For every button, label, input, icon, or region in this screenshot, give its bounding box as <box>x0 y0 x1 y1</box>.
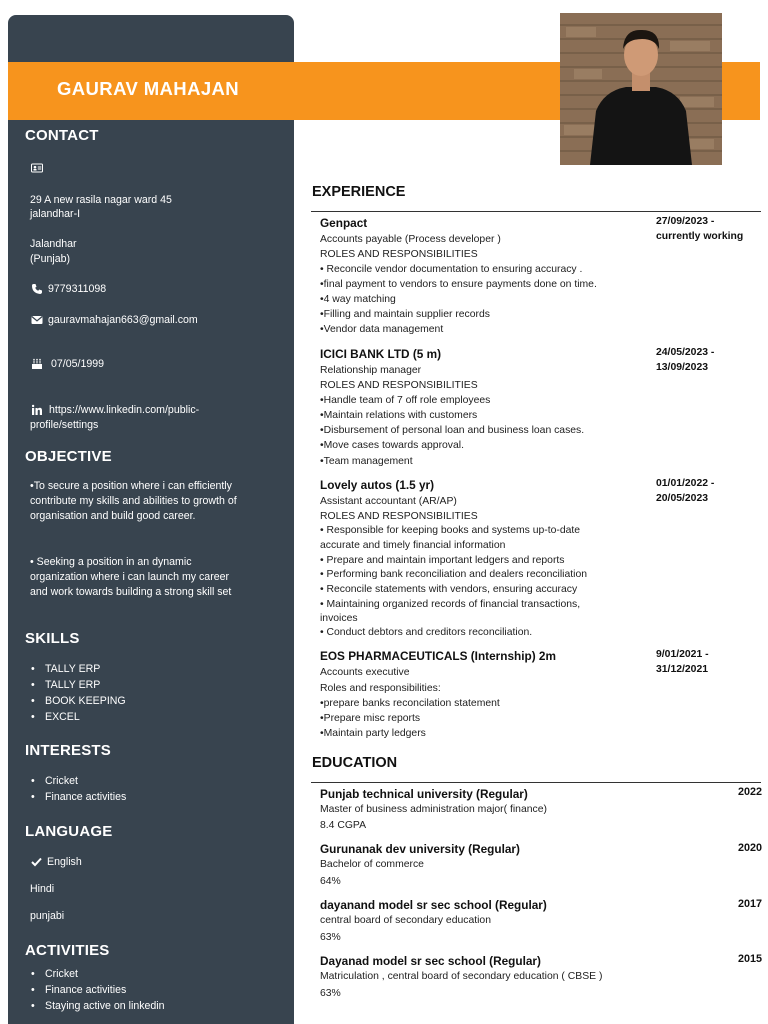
activity-item: • Finance activities <box>45 982 126 998</box>
education-detail: Matriculation , central board of secondary education ( CBSE ) <box>320 971 603 982</box>
job-detail-line: • Reconcile statements with vendors, ensuring accuracy <box>320 584 578 595</box>
experience-divider <box>311 211 761 212</box>
job-company: ICICI BANK LTD (5 m) <box>320 347 442 361</box>
job-detail-line: Relationship manager <box>320 365 422 376</box>
job-detail-line: ROLES AND RESPONSIBILITIES <box>320 249 478 260</box>
language-heading: LANGUAGE <box>25 823 113 840</box>
job-detail-line: Accounts executive <box>320 667 410 678</box>
email-address[interactable]: gauravmahajan663@gmail.com <box>48 314 198 326</box>
objective-heading: OBJECTIVE <box>25 448 112 465</box>
job-date-start: 24/05/2023 - <box>656 347 715 358</box>
education-year: 2015 <box>737 953 762 965</box>
job-detail-line: •Maintain relations with customers <box>320 410 478 421</box>
job-detail-line: •Move cases towards approval. <box>320 440 464 451</box>
job-detail-line: •prepare banks reconcilation statement <box>320 698 500 709</box>
job-detail-line: invoices <box>320 613 358 624</box>
language-item: Hindi <box>30 883 55 895</box>
education-school: Dayanad model sr sec school (Regular) <box>320 954 541 968</box>
phone-number[interactable]: 9779311098 <box>48 283 107 295</box>
activity-item: • Cricket <box>45 966 78 982</box>
job-detail-line: accurate and timely financial information <box>320 540 506 551</box>
candidate-name: GAURAV MAHAJAN <box>57 78 240 99</box>
profile-photo <box>560 13 722 165</box>
job-company: Genpact <box>320 216 368 230</box>
education-detail: 8.4 CGPA <box>320 820 367 831</box>
job-detail-line: • Conduct debtors and creditors reconciliation. <box>320 627 533 638</box>
job-detail-line: Assistant accountant (AR/AP) <box>320 496 457 507</box>
job-detail-line: •Disbursement of personal loan and business loan cases. <box>320 425 585 436</box>
interests-heading: INTERESTS <box>25 742 111 759</box>
interest-item: • Finance activities <box>45 789 126 805</box>
interest-item: • Cricket <box>45 773 78 789</box>
education-detail: 63% <box>320 932 341 943</box>
job-date-end: 13/09/2023 <box>656 362 709 373</box>
job-detail-line: •Prepare misc reports <box>320 713 421 724</box>
job-detail-line: •final payment to vendors to ensure payments done on time. <box>320 279 597 290</box>
job-detail-line: •Vendor data management <box>320 324 444 335</box>
address-line-2: jalandhar-I <box>30 208 81 220</box>
checkmark-icon <box>31 857 42 867</box>
address-line-1: 29 A new rasila nagar ward 45 <box>30 194 172 206</box>
date-of-birth: 07/05/1999 <box>51 358 105 370</box>
objective-line: organization where i can launch my career <box>30 571 230 583</box>
education-detail: central board of secondary education <box>320 915 491 926</box>
objective-line: • Seeking a position in an dynamic <box>30 556 192 568</box>
address-state: (Punjab) <box>30 253 71 265</box>
birthday-cake-icon <box>31 358 43 370</box>
education-detail: 64% <box>320 876 341 887</box>
linkedin-url-line-2[interactable]: profile/settings <box>30 419 99 431</box>
job-date-start: 01/01/2022 - <box>656 478 715 489</box>
address-city: Jalandhar <box>30 238 77 250</box>
objective-line: organisation and build good career. <box>30 510 196 522</box>
education-school: dayanand model sr sec school (Regular) <box>320 898 547 912</box>
language-item: punjabi <box>30 910 65 922</box>
linkedin-icon <box>31 404 43 416</box>
experience-heading: EXPERIENCE <box>312 184 406 200</box>
phone-icon <box>31 283 43 295</box>
education-detail: 63% <box>320 988 341 999</box>
job-detail-line: ROLES AND RESPONSIBILITIES <box>320 380 478 391</box>
job-date-end: currently working <box>656 231 744 242</box>
job-detail-line: Roles and responsibilities: <box>320 683 441 694</box>
skill-item: • BOOK KEEPING <box>45 693 126 709</box>
job-detail-line: •Maintain party ledgers <box>320 728 426 739</box>
job-detail-line: ROLES AND RESPONSIBILITIES <box>320 511 478 522</box>
language-item: English <box>47 856 82 868</box>
job-date-end: 31/12/2021 <box>656 664 709 675</box>
skill-item: • TALLY ERP <box>45 677 100 693</box>
activities-heading: ACTIVITIES <box>25 942 110 959</box>
education-detail: Bachelor of commerce <box>320 859 424 870</box>
job-detail-line: • Prepare and maintain important ledgers and reports <box>320 555 565 566</box>
objective-line: •To secure a position where i can efficiently <box>30 480 232 492</box>
job-date-start: 27/09/2023 - <box>656 216 715 227</box>
education-year: 2022 <box>737 786 762 798</box>
job-detail-line: Accounts payable (Process developer ) <box>320 234 501 245</box>
job-detail-line: •4 way matching <box>320 294 396 305</box>
skills-heading: SKILLS <box>25 630 80 647</box>
job-detail-line: •Team management <box>320 456 413 467</box>
skill-item: • TALLY ERP <box>45 661 100 677</box>
id-card-icon <box>31 162 43 174</box>
job-detail-line: •Handle team of 7 off role employees <box>320 395 491 406</box>
job-company: Lovely autos (1.5 yr) <box>320 478 435 492</box>
job-company: EOS PHARMACEUTICALS (Internship) 2m <box>320 649 556 663</box>
job-date-end: 20/05/2023 <box>656 493 709 504</box>
activity-item: • Staying active on linkedin <box>45 998 165 1014</box>
job-detail-line: • Reconcile vendor documentation to ensuring accuracy . <box>320 264 583 275</box>
education-year: 2017 <box>737 898 762 910</box>
objective-line: and work towards building a strong skill set <box>30 586 232 598</box>
education-divider <box>311 782 761 783</box>
job-detail-line: • Performing bank reconciliation and dealers reconciliation <box>320 569 588 580</box>
job-detail-line: •Filling and maintain supplier records <box>320 309 490 320</box>
contact-heading: CONTACT <box>25 127 99 144</box>
education-school: Gurunanak dev university (Regular) <box>320 842 520 856</box>
education-detail: Master of business administration major( finance) <box>320 804 547 815</box>
job-detail-line: • Responsible for keeping books and systems up-to-date <box>320 525 581 536</box>
education-heading: EDUCATION <box>312 755 398 771</box>
email-icon <box>31 314 43 326</box>
linkedin-url-line-1[interactable]: https://www.linkedin.com/public- <box>49 404 200 416</box>
objective-line: contribute my skills and abilities to growth of <box>30 495 237 507</box>
education-year: 2020 <box>737 842 762 854</box>
job-date-start: 9/01/2021 - <box>656 649 709 660</box>
education-school: Punjab technical university (Regular) <box>320 787 528 801</box>
job-detail-line: • Maintaining organized records of financial transactions, <box>320 599 581 610</box>
skill-item: • EXCEL <box>45 709 80 725</box>
